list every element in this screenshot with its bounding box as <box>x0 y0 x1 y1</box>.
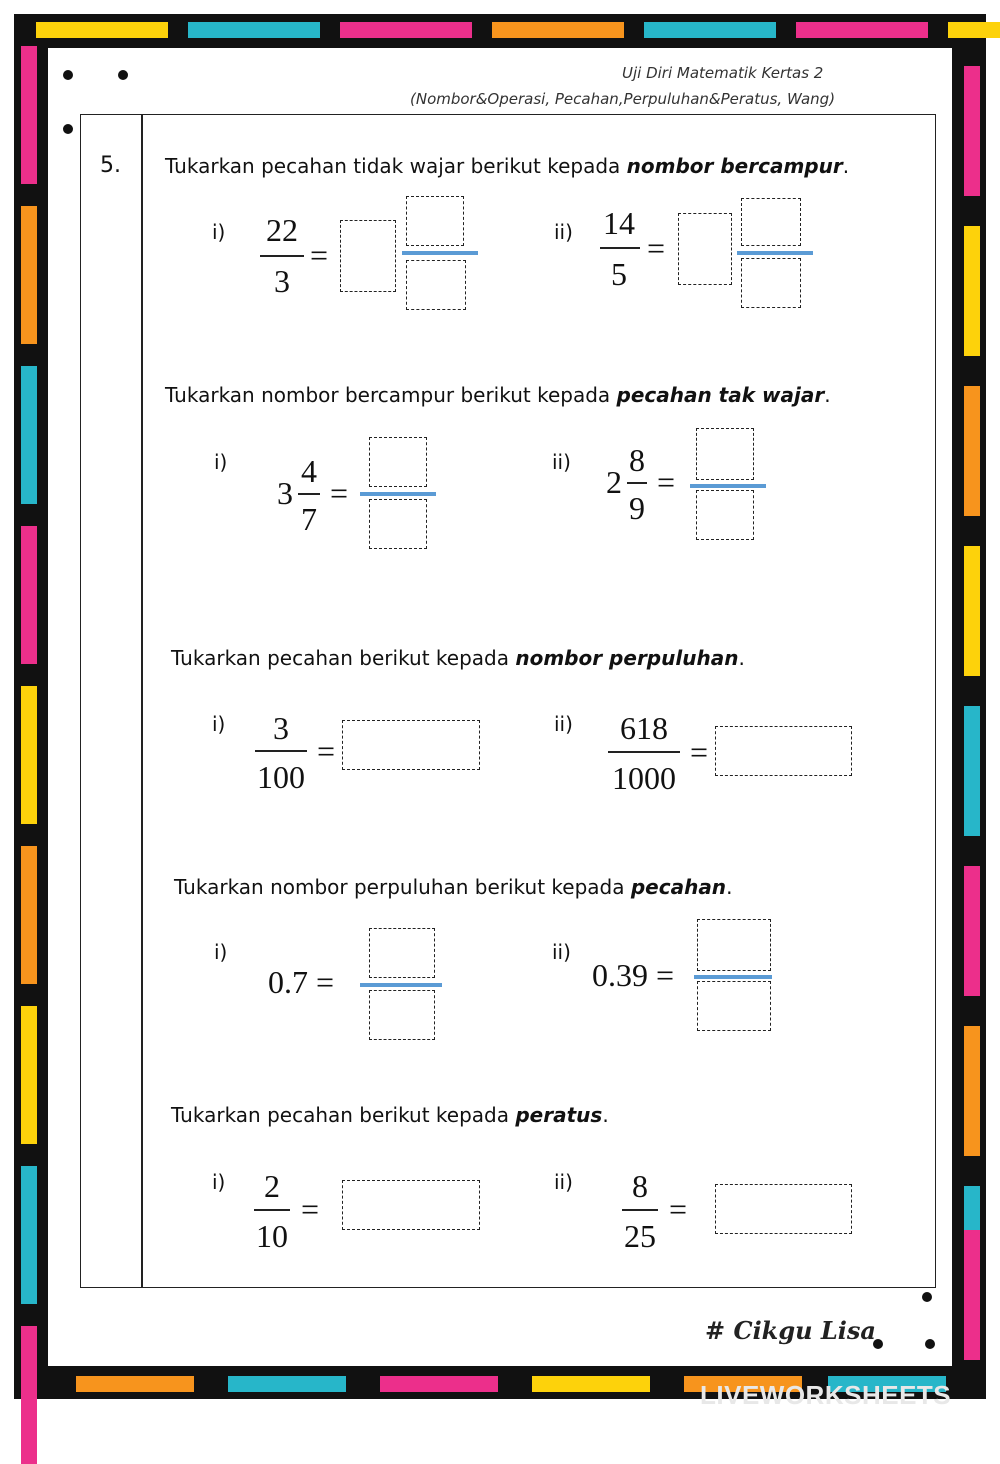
answer-fraction-line <box>360 983 442 987</box>
decimal-answer-box[interactable] <box>715 726 852 776</box>
border-segment <box>964 706 980 836</box>
decor-dot <box>922 1292 932 1302</box>
equals-sign: = <box>656 464 676 500</box>
equals-sign: = <box>316 733 336 769</box>
fraction-denominator: 25 <box>624 1218 656 1254</box>
answer-fraction-line <box>360 492 436 496</box>
mixed-whole-number: 2 <box>606 464 622 500</box>
border-segment <box>964 226 980 356</box>
decor-dot <box>63 70 73 80</box>
item-label: ii) <box>552 940 571 964</box>
border-segment <box>21 1326 37 1464</box>
fraction-bar <box>260 255 304 257</box>
border-segment <box>188 22 320 38</box>
border-segment <box>964 1230 980 1360</box>
numerator-answer-box[interactable] <box>697 919 771 971</box>
watermark: LIVEWORKSHEETS <box>700 1380 952 1410</box>
fraction-numerator: 3 <box>273 710 289 746</box>
item-label: ii) <box>554 220 573 244</box>
denominator-answer-box[interactable] <box>741 258 801 308</box>
section-5-instruction: Tukarkan pecahan berikut kepada peratus. <box>171 1103 609 1127</box>
fraction-bar <box>298 493 320 495</box>
fraction-numerator: 618 <box>620 710 668 746</box>
fraction-numerator: 4 <box>301 453 317 489</box>
answer-fraction-line <box>737 251 813 255</box>
border-segment <box>380 1376 498 1392</box>
decor-dot <box>63 124 73 134</box>
decimal-answer-box[interactable] <box>342 720 480 770</box>
equals-sign: = <box>689 734 709 770</box>
equals-sign: = <box>309 237 329 273</box>
border-segment <box>964 386 980 516</box>
border-segment <box>21 1006 37 1144</box>
fraction-numerator: 8 <box>632 1168 648 1204</box>
fraction-denominator: 9 <box>629 490 645 526</box>
fraction-numerator: 8 <box>629 442 645 478</box>
numerator-answer-box[interactable] <box>741 198 801 246</box>
fraction-bar <box>600 247 640 249</box>
border-segment <box>492 22 624 38</box>
answer-fraction-line <box>402 251 478 255</box>
item-label: ii) <box>552 450 571 474</box>
border-segment <box>948 22 1000 38</box>
section-1-instruction: Tukarkan pecahan tidak wajar berikut kepada nombor bercampur. <box>165 154 850 178</box>
fraction-denominator: 5 <box>611 256 627 292</box>
denominator-answer-box[interactable] <box>369 990 435 1040</box>
fraction-numerator: 22 <box>266 212 298 248</box>
border-segment <box>36 22 168 38</box>
answer-fraction-line <box>694 975 772 979</box>
decimal-value: 0.7 = <box>268 964 335 1000</box>
author-signature: # Cikgu Lisa <box>705 1316 876 1345</box>
fraction-numerator: 2 <box>264 1168 280 1204</box>
border-segment <box>964 1026 980 1156</box>
denominator-answer-box[interactable] <box>369 499 427 549</box>
worksheet-title: Uji Diri Matematik Kertas 2 <box>622 64 824 82</box>
item-label: ii) <box>554 1170 573 1194</box>
fraction-bar <box>254 1209 290 1211</box>
fraction-denominator: 100 <box>257 759 305 795</box>
whole-number-answer-box[interactable] <box>678 213 732 285</box>
mixed-whole-number: 3 <box>277 475 293 511</box>
numerator-answer-box[interactable] <box>369 928 435 978</box>
section-4-instruction: Tukarkan nombor perpuluhan berikut kepada pecahan. <box>174 875 733 899</box>
equals-sign: = <box>300 1191 320 1227</box>
fraction-denominator: 7 <box>301 501 317 537</box>
border-segment <box>21 686 37 824</box>
question-number: 5. <box>100 153 121 178</box>
percentage-answer-box[interactable] <box>715 1184 852 1234</box>
equals-sign: = <box>329 475 349 511</box>
border-segment <box>796 22 928 38</box>
border-segment <box>21 1166 37 1304</box>
question-number-divider <box>141 114 143 1288</box>
numerator-answer-box[interactable] <box>369 437 427 487</box>
percentage-answer-box[interactable] <box>342 1180 480 1230</box>
equals-sign: = <box>646 230 666 266</box>
fraction-bar <box>622 1209 658 1211</box>
item-label: i) <box>214 940 228 964</box>
fraction-denominator: 10 <box>256 1218 288 1254</box>
border-segment <box>21 526 37 664</box>
border-segment <box>228 1376 346 1392</box>
fraction-numerator: 14 <box>603 205 635 241</box>
denominator-answer-box[interactable] <box>406 260 466 310</box>
decor-dot <box>925 1339 935 1349</box>
border-segment <box>964 546 980 676</box>
border-segment <box>532 1376 650 1392</box>
fraction-bar <box>255 750 307 752</box>
item-label: ii) <box>554 712 573 736</box>
numerator-answer-box[interactable] <box>696 428 754 480</box>
fraction-bar <box>608 751 680 753</box>
whole-number-answer-box[interactable] <box>340 220 396 292</box>
border-segment <box>340 22 472 38</box>
border-segment <box>21 366 37 504</box>
numerator-answer-box[interactable] <box>406 196 464 246</box>
border-segment <box>644 22 776 38</box>
border-segment <box>21 46 37 184</box>
decimal-value: 0.39 = <box>592 957 675 993</box>
answer-fraction-line <box>690 484 766 488</box>
border-segment <box>21 846 37 984</box>
decor-dot <box>118 70 128 80</box>
fraction-bar <box>627 482 647 484</box>
fraction-denominator: 3 <box>274 263 290 299</box>
border-segment <box>964 866 980 996</box>
section-3-instruction: Tukarkan pecahan berikut kepada nombor perpuluhan. <box>171 646 745 670</box>
worksheet-subtitle: (Nombor&Operasi, Pecahan,Perpuluhan&Peratus, Wang) <box>410 90 836 108</box>
item-label: i) <box>212 1170 226 1194</box>
item-label: i) <box>214 450 228 474</box>
denominator-answer-box[interactable] <box>696 490 754 540</box>
border-segment <box>964 66 980 196</box>
item-label: i) <box>212 220 226 244</box>
equals-sign: = <box>668 1191 688 1227</box>
denominator-answer-box[interactable] <box>697 981 771 1031</box>
border-segment <box>21 206 37 344</box>
fraction-denominator: 1000 <box>612 760 676 796</box>
section-2-instruction: Tukarkan nombor bercampur berikut kepada pecahan tak wajar. <box>165 383 831 407</box>
border-segment <box>76 1376 194 1392</box>
item-label: i) <box>212 712 226 736</box>
